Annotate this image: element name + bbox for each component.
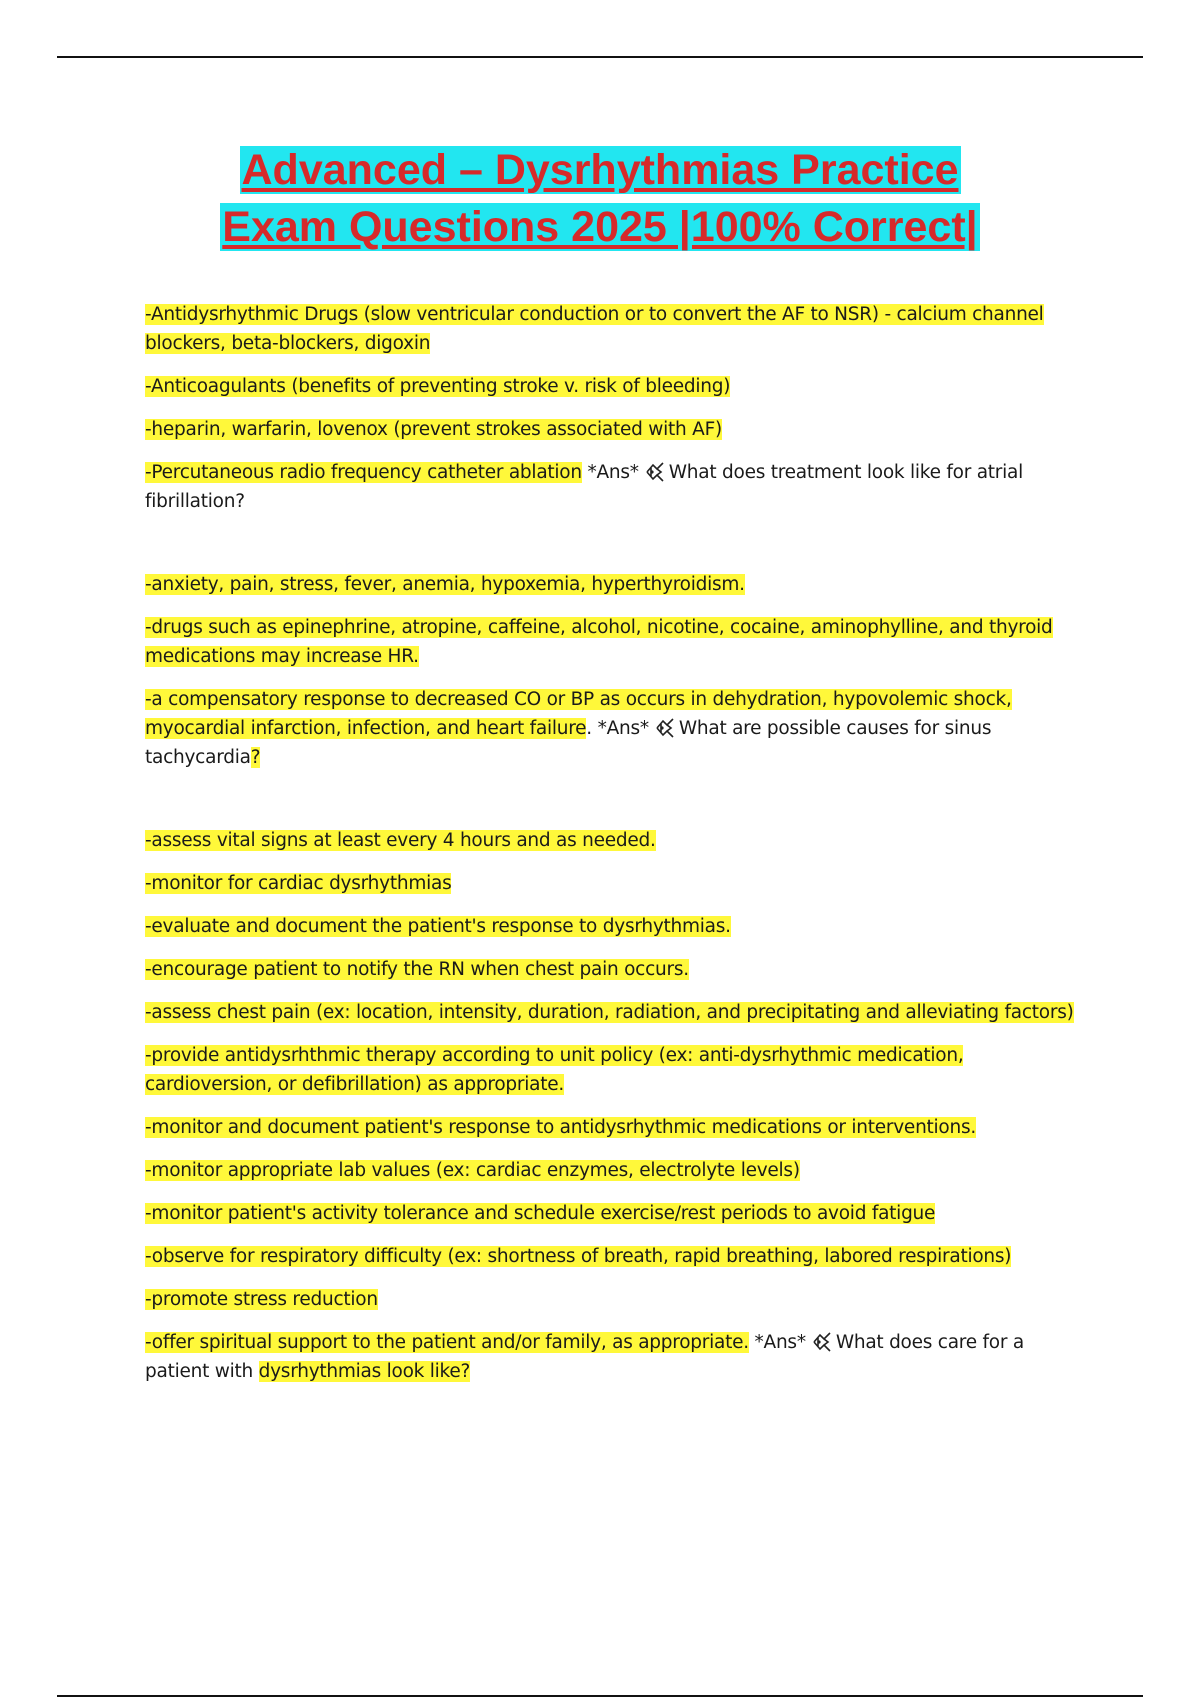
list-item: -monitor for cardiac dysrhythmias (145, 873, 452, 894)
list-item: -encourage patient to notify the RN when chest pain occurs. (145, 959, 689, 980)
list-item: -evaluate and document the patient's response to dysrhythmias. (145, 916, 731, 937)
list-item: -promote stress reduction (145, 1289, 378, 1310)
qa-answer-line: -a compensatory response to decreased CO or BP as occurs in dehydration, hypovolemic shock, myocardial infarction, infection, and heart failure. *Ans* What are possible causes for sinus tachycardia? (145, 689, 1012, 768)
top-rule (57, 56, 1143, 58)
ans-label: *Ans* (597, 718, 649, 739)
qa-answer-line: -Percutaneous radio frequency catheter ablation *Ans* What does treatment look like for atrial fibrillation? (145, 462, 1024, 512)
ans-marker-icon (653, 718, 677, 738)
list-item: -Antidysrhythmic Drugs (slow ventricular conduction or to convert the AF to NSR) - calcium channel blockers, beta-blockers, digoxin (145, 304, 1044, 354)
bottom-rule (57, 1695, 1143, 1697)
qa-answer-line: -offer spiritual support to the patient and/or family, as appropriate. *Ans* What does care for a patient with dysrhythmias look like? (145, 1332, 1024, 1382)
ans-label: *Ans* (587, 462, 639, 483)
list-item: -monitor patient's activity tolerance and schedule exercise/rest periods to avoid fatigue (145, 1203, 936, 1224)
question-text: What does treatment look like for atrial fibrillation? (145, 462, 1024, 512)
title-line-2: Exam Questions 2025 |100% Correct| (222, 203, 978, 251)
list-item: -assess chest pain (ex: location, intensity, duration, radiation, and precipitating and alleviating factors) (145, 1002, 1074, 1023)
question-text-highlight: dysrhythmias look like? (258, 1361, 471, 1382)
title-line-1: Advanced – Dysrhythmias Practice (241, 146, 959, 194)
list-item: -monitor appropriate lab values (ex: cardiac enzymes, electrolyte levels) (145, 1160, 800, 1181)
list-item: -monitor and document patient's response to antidysrhythmic medications or interventions. (145, 1117, 976, 1138)
list-item: -provide antidysrhthmic therapy according to unit policy (ex: anti-dysrhythmic medication, cardioversion, or defibrillation) as appropriate. (145, 1045, 964, 1095)
list-item: -heparin, warfarin, lovenox (prevent strokes associated with AF) (145, 419, 722, 440)
ans-marker-icon (643, 462, 667, 482)
question-text: What does care for a patient with (145, 1332, 1024, 1382)
list-item: -anxiety, pain, stress, fever, anemia, hypoxemia, hyperthyroidism. (145, 574, 745, 595)
list-item: -Anticoagulants (benefits of preventing stroke v. risk of bleeding) (145, 376, 731, 397)
document-body (145, 300, 1075, 1400)
document-title (0, 142, 1200, 256)
ans-marker-icon (810, 1332, 834, 1352)
list-item: -drugs such as epinephrine, atropine, caffeine, alcohol, nicotine, cocaine, aminophylline, and thyroid medications may increase HR. (145, 617, 1053, 667)
list-item: -observe for respiratory difficulty (ex: shortness of breath, rapid breathing, labored respirations) (145, 1246, 1012, 1267)
ans-label: *Ans* (754, 1332, 806, 1353)
question-text: What are possible causes for sinus tachycardia (145, 718, 992, 768)
list-item: -assess vital signs at least every 4 hours and as needed. (145, 830, 656, 851)
